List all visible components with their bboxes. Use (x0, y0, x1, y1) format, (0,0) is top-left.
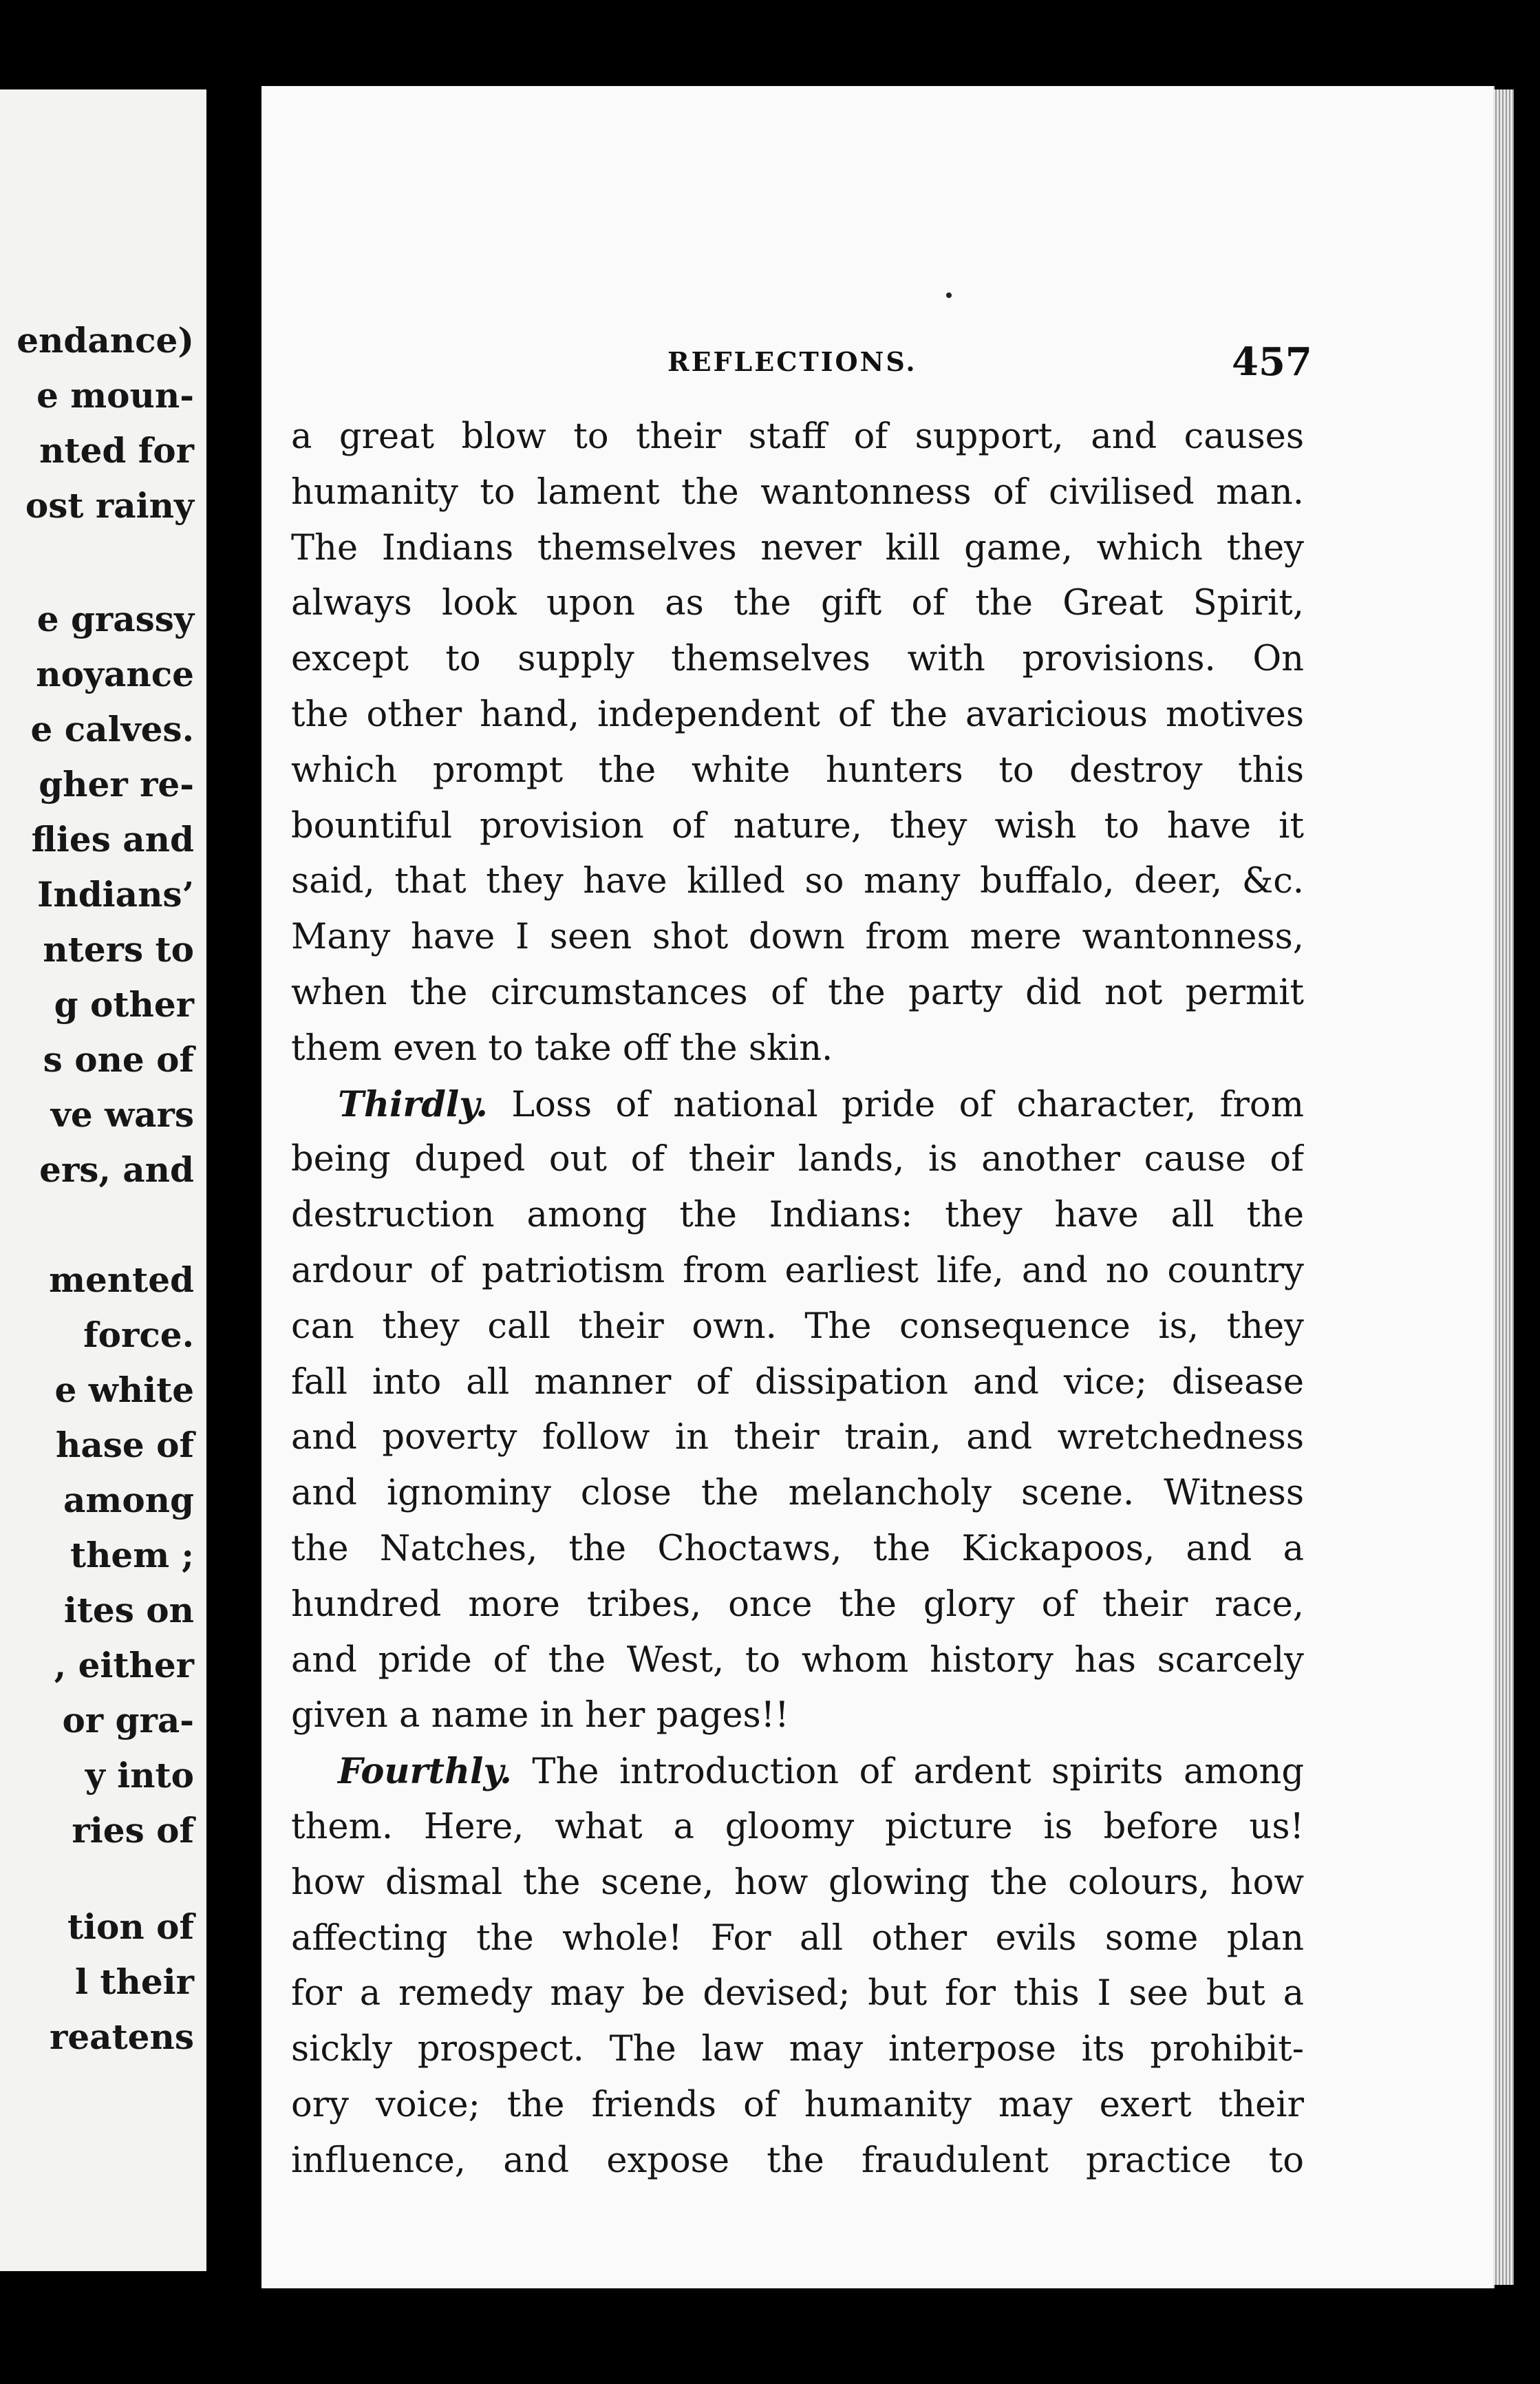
paragraph-lead-fourthly: Fourthly. (338, 1751, 512, 1793)
facing-page-line: Indians’ (36, 874, 194, 915)
text-line: said, that they have killed so many buffalo, deer, &c. (291, 861, 1304, 902)
facing-page-line: ries of (72, 1810, 194, 1851)
facing-page-line: nted for (39, 430, 194, 471)
facing-page-line: noyance (36, 654, 194, 694)
page-edges (1493, 89, 1514, 2285)
facing-page-line: , either (54, 1645, 194, 1685)
facing-page-line: endance) (17, 320, 194, 361)
text-line: and ignominy close the melancholy scene. Witness (291, 1473, 1304, 1514)
text-line: and pride of the West, to whom history has scarcely (291, 1639, 1304, 1681)
running-title: REFLECTIONS. (667, 346, 917, 377)
text-line: destruction among the Indians: they have all the (291, 1195, 1304, 1236)
text-line: the other hand, independent of the avaricious motives (291, 694, 1304, 735)
text-line: can they call their own. The consequence is, they (291, 1306, 1304, 1347)
facing-page-line: ost rainy (25, 485, 194, 526)
facing-page-line: e moun- (36, 375, 194, 416)
facing-page (0, 89, 206, 2271)
text-line: which prompt the white hunters to destroy this (291, 749, 1304, 791)
text-line: fall into all manner of dissipation and vice; disease (291, 1361, 1304, 1403)
facing-page-line: tion of (67, 1906, 194, 1947)
text-line: Many have I seen shot down from mere wantonness, (291, 917, 1304, 958)
body-text (291, 409, 1304, 2189)
facing-page-line: ers, and (39, 1149, 194, 1190)
text-line: bountiful provision of nature, they wish to have it (291, 805, 1304, 847)
text-line: The introduction of ardent spirits among (532, 1752, 1304, 1793)
page-number: 457 (1232, 339, 1312, 385)
facing-page-line: force. (83, 1315, 194, 1355)
text-line: hundred more tribes, once the glory of their race, (291, 1584, 1304, 1625)
text-line: Loss of national pride of character, from (511, 1084, 1304, 1125)
text-line: influence, and expose the fraudulent practice to (291, 2140, 1304, 2181)
facing-page-line: e calves. (30, 709, 194, 749)
facing-page-line: nters to (43, 929, 194, 970)
text-line: ory voice; the friends of humanity may exert their (291, 2084, 1304, 2125)
text-line: and poverty follow in their train, and wretchedness (291, 1417, 1304, 1458)
facing-page-line: reatens (50, 2016, 194, 2057)
paragraph-fourthly-first-line (291, 1744, 1304, 1800)
text-line: given a name in her pages!! (291, 1695, 789, 1736)
text-line: being duped out of their lands, is another cause of (291, 1139, 1304, 1180)
text-line: them. Here, what a gloomy picture is before us! (291, 1806, 1304, 1847)
text-line: sickly prospect. The law may interpose its prohibit- (291, 2029, 1304, 2070)
text-line: how dismal the scene, how glowing the colours, how (291, 1862, 1304, 1903)
text-line: the Natches, the Choctaws, the Kickapoos, and a (291, 1528, 1304, 1569)
text-line: a great blow to their staff of support, and causes (291, 416, 1304, 457)
facing-page-line: ve wars (50, 1094, 194, 1135)
facing-page-line: l their (75, 1961, 194, 2002)
facing-page-line: s one of (43, 1039, 194, 1080)
book-page (261, 86, 1493, 2288)
facing-page-line: g other (54, 984, 194, 1025)
text-line: affecting the whole! For all other evils some plan (291, 1917, 1304, 1959)
facing-page-line: them ; (69, 1535, 194, 1575)
text-line: them even to take off the skin. (291, 1028, 833, 1069)
facing-page-line: ites on (63, 1590, 194, 1630)
facing-page-line: hase of (56, 1425, 194, 1465)
facing-page-line: e grassy (36, 599, 194, 639)
text-line: humanity to lament the wantonness of civilised man. (291, 471, 1304, 513)
text-line: when the circumstances of the party did not permit (291, 972, 1304, 1013)
text-line: ardour of patriotism from earliest life, and no country (291, 1250, 1304, 1291)
facing-page-line: among (63, 1480, 194, 1520)
facing-page-line: or gra- (62, 1700, 194, 1741)
facing-page-line: flies and (31, 819, 194, 860)
facing-page-line: gher re- (39, 764, 194, 805)
text-line: except to supply themselves with provisions. On (291, 639, 1304, 680)
text-line: The Indians themselves never kill game, which they (291, 527, 1304, 568)
paragraph-lead-thirdly: Thirdly. (338, 1083, 488, 1125)
ink-speck (946, 292, 952, 298)
facing-page-line: e white (54, 1370, 194, 1410)
text-line: always look upon as the gift of the Great Spirit, (291, 583, 1304, 624)
facing-page-line: y into (85, 1755, 194, 1796)
paragraph-thirdly-first-line (291, 1077, 1304, 1133)
facing-page-line: mented (49, 1259, 194, 1300)
text-line: for a remedy may be devised; but for this I see but a (291, 1973, 1304, 2014)
